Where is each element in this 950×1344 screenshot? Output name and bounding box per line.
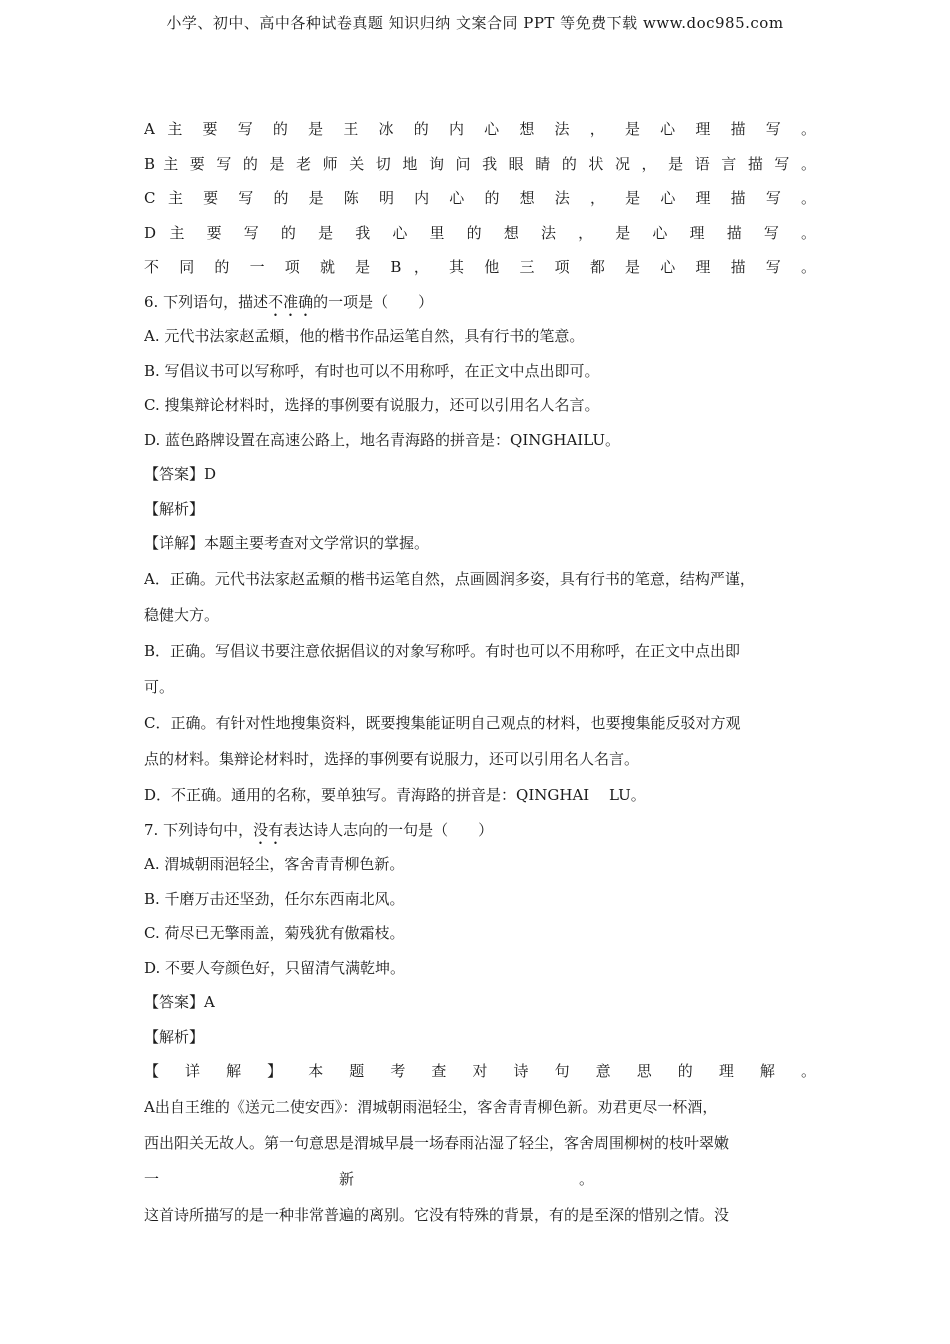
q7-stem xyxy=(144,813,816,848)
q6-stem-after: 的一项是（ ） xyxy=(313,292,434,311)
q6-stem-before: 6. 下列语句，描述 xyxy=(144,292,269,311)
q6-explanation: 稳健大方。 xyxy=(144,605,220,624)
q6-explanation: C．正确。有针对性地搜集资料，既要搜集能证明自己观点的材料，也要搜集能反驳对方观 xyxy=(144,713,741,732)
q7-explanation: 西出阳关无故人。第一句意思是渭城早晨一场春雨沾湿了轻尘，客舍周围柳树的枝叶翠嫩 xyxy=(144,1133,730,1152)
q5-conclusion: 不 同 的 一 项 就 是 B ， 其 他 三 项 都 是 心 理 描 写 。 xyxy=(144,258,816,276)
q7-option-a: A. 渭城朝雨浥轻尘，客舍青青柳色新。 xyxy=(144,855,405,873)
q6-explanation: 点的材料。集辩论材料时，选择的事例要有说服力，还可以引用名人名言。 xyxy=(144,749,640,768)
q7-detail: 【 详 解 】 本 题 考 查 对 诗 句 意 思 的 理 解 。 xyxy=(144,1062,816,1080)
q5-analysis-b: B 主 要 写 的 是 老 师 关 切 地 询 问 我 眼 睛 的 状 况 ， 是 语 言 描 写 。 xyxy=(144,154,816,173)
q7-explanation: 一 新 。 xyxy=(144,1169,595,1188)
document-body xyxy=(144,112,816,1233)
q7-option-b: B. 千磨万击还坚劲，任尔东西南北风。 xyxy=(144,889,405,908)
q5-analysis-a: A 主 要 写 的 是 王 冰 的 内 心 想 法 ， 是 心 理 描 写 。 xyxy=(144,120,816,138)
q6-explanation: B．正确。写倡议书要注意依据倡议的对象写称呼。有时也可以不用称呼，在正文中点出即 xyxy=(144,641,741,660)
q7-stem-before: 7. 下列诗句中， xyxy=(144,820,254,839)
q7-explanation: A出自王维的《送元二使安西》：渭城朝雨浥轻尘，客舍青青柳色新。劝君更尽一杯酒， xyxy=(144,1097,718,1116)
q7-analysis-label: 【解析】 xyxy=(144,1027,205,1046)
q7-stem-after: 表达诗人志向的一句是（ ） xyxy=(283,820,494,839)
q6-answer: 【答案】D xyxy=(144,465,217,483)
q6-option-d: D. 蓝色路牌设置在高速公路上，地名青海路的拼音是：QINGHAILU。 xyxy=(144,430,620,449)
q6-explanation: A．正确。元代书法家赵孟頫的楷书运笔自然，点画圆润多姿，具有行书的笔意，结构严谨， xyxy=(144,569,755,588)
q6-option-c: C. 搜集辩论材料时，选择的事例要有说服力，还可以引用名人名言。 xyxy=(144,396,600,414)
q6-stem xyxy=(144,285,816,320)
q6-option-a: A. 元代书法家赵孟頫，他的楷书作品运笔自然，具有行书的笔意。 xyxy=(144,327,585,345)
q6-stem-emphasis: 不准确 xyxy=(268,292,314,311)
q6-option-b: B. 写倡议书可以写称呼，有时也可以不用称呼，在正文中点出即可。 xyxy=(144,361,600,380)
page-header: 小学、初中、高中各种试卷真题 知识归纳 文案合同 PPT 等免费下载 www.doc985.com xyxy=(166,14,784,32)
q7-option-c: C. 荷尽已无擎雨盖，菊残犹有傲霜枝。 xyxy=(144,924,405,942)
q5-analysis-c: C 主 要 写 的 是 陈 明 内 心 的 想 法 ， 是 心 理 描 写 。 xyxy=(144,189,816,207)
q6-explanation: D．不正确。通用的名称，要单独写。青海路的拼音是：QINGHAI LU。 xyxy=(144,785,646,804)
q6-detail: 【详解】本题主要考查对文学常识的掌握。 xyxy=(144,534,430,552)
q7-option-d: D. 不要人夸颜色好，只留清气满乾坤。 xyxy=(144,958,406,977)
q5-analysis-d: D 主 要 写 的 是 我 心 里 的 想 法 ， 是 心 理 描 写 。 xyxy=(144,223,816,242)
q7-stem-emphasis: 没有 xyxy=(253,820,284,839)
q6-explanation: 可。 xyxy=(144,677,175,696)
q7-explanation: 这首诗所描写的是一种非常普遍的离别。它没有特殊的背景，有的是至深的惜别之情。没 xyxy=(144,1205,730,1224)
q7-answer: 【答案】A xyxy=(144,993,215,1011)
q6-analysis-label: 【解析】 xyxy=(144,499,205,518)
